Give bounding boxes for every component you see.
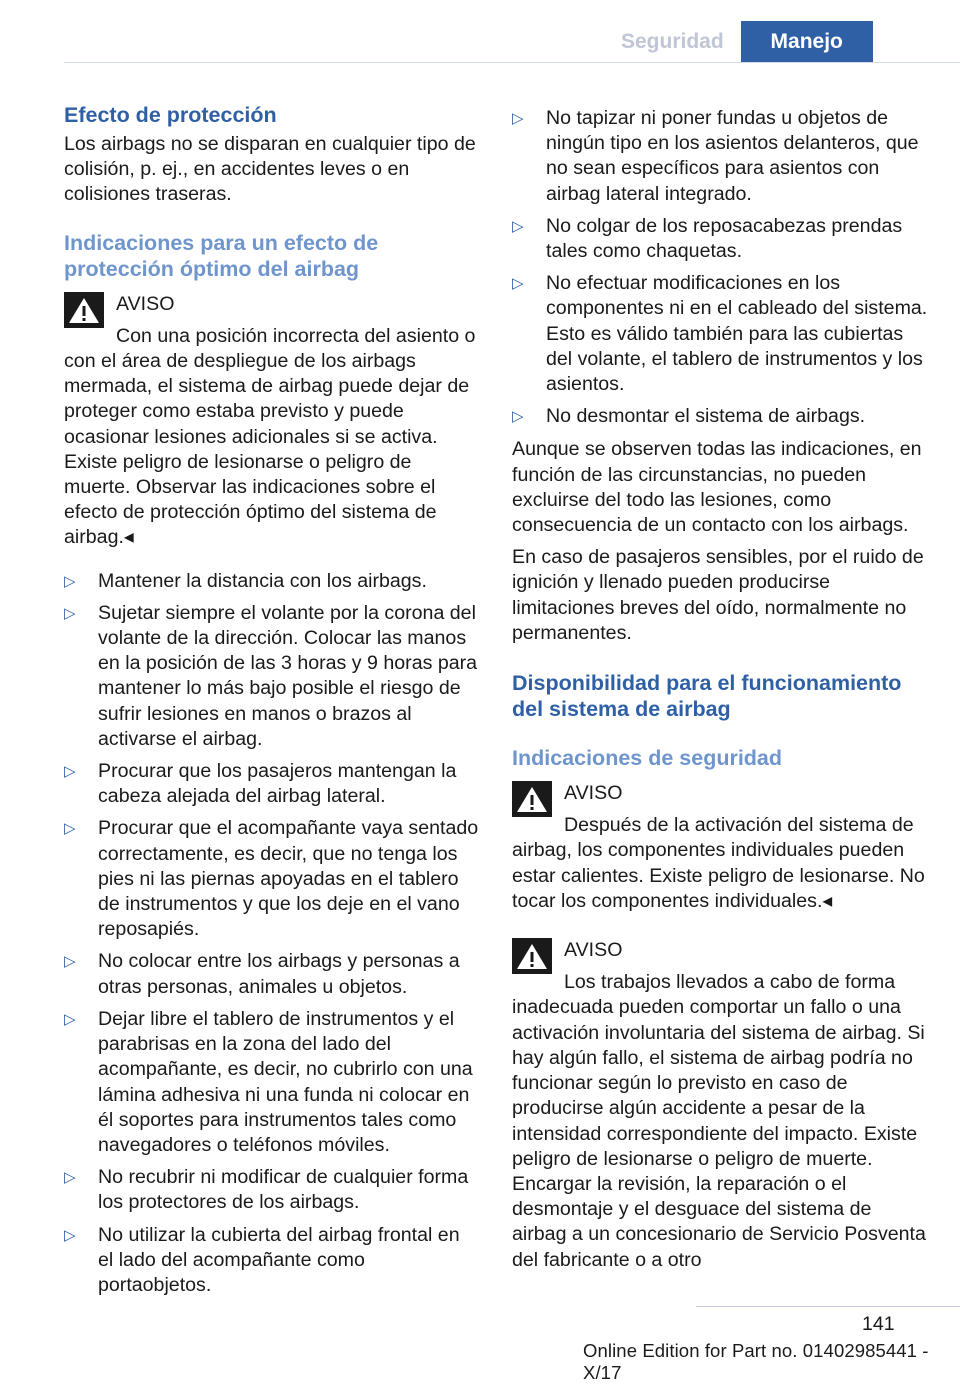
list-item [512, 404, 930, 429]
warning-icon [64, 292, 104, 328]
list-item [64, 1165, 480, 1215]
list-item-text: Dejar libre el tablero de instrumentos y el parabrisas en la zona del lado del acompañante, es decir, no cubrirlo con una lámina adhesiva ni una funda ni colocar en él soportes para instrumentos tales como navegadores o teléfonos móviles. [98, 1007, 473, 1156]
bullet-triangle-icon: ▷ [512, 408, 524, 426]
bullet-triangle-icon: ▷ [64, 604, 76, 622]
list-item-text: No efectuar modificaciones en los componentes ni en el cableado del sistema. Esto es válido también para las cubiertas del volante, el tablero de instrumentos y los asientos. [546, 272, 928, 396]
edition-text: Online Edition for Part no. 01402985441 - X/17 [583, 1340, 929, 1383]
warning-text: inadecuada pueden comportar un fallo o una activación involuntaria del sistema de airbag. Si hay algún fallo, el sistema de airbag podría no funcionar según lo previsto en caso de producirse algún accidente a pesar de la intensidad correspondiente del impacto. Existe peligro de lesionarse o peligro de muerte. Encargar la revisión, la reparación o el desmontaje y el desguace del sistema de airbag a un concesionario de Servicio Posventa del fabricante o a otro [512, 996, 926, 1271]
warning-icon [512, 781, 552, 817]
list-item [512, 106, 930, 207]
header-divider [64, 62, 960, 63]
list-item [64, 949, 480, 999]
bullet-triangle-icon: ▷ [64, 953, 76, 971]
footer-divider [696, 1306, 960, 1307]
bullet-list-right [512, 106, 930, 429]
warning-icon [512, 938, 552, 974]
list-item [64, 601, 480, 752]
bullet-triangle-icon: ▷ [64, 1226, 76, 1244]
warning-title: AVISO [564, 939, 623, 962]
list-item-text: Procurar que el acompañante vaya sentado correctamente, es decir, que no tenga los pies ni las piernas apoyadas en el tablero de instrumentos y que los deje en el vano reposapiés. [98, 817, 479, 941]
tab-seguridad[interactable]: Seguridad [604, 21, 741, 63]
warning-text: con el área de despliegue de los airbags mermada, el sistema de airbag puede dejar de proteger como estaba previsto y puede ocasionar lesiones adicionales si se activa. Existe peligro de lesionarse o peligro de muerte. Observar las indicaciones sobre el efecto de protección óptimo del sistema de airbag.◂ [64, 350, 470, 549]
warning-title: AVISO [116, 292, 175, 315]
bullet-triangle-icon: ▷ [64, 763, 76, 781]
warning-text-first-line: Después de la activación del sistema de [564, 814, 914, 837]
list-item [64, 759, 480, 809]
heading-indicaciones [64, 230, 480, 282]
warning-text: airbag, los componentes individuales pueden estar calientes. Existe peligro de lesionarse. No tocar los componentes individuales.◂ [512, 839, 925, 912]
page-number: 141 [862, 1313, 895, 1335]
list-item-text: No colgar de los reposacabezas prendas tales como chaquetas. [546, 214, 903, 263]
bullet-triangle-icon: ▷ [64, 572, 76, 590]
tab-manejo[interactable]: Manejo [741, 21, 873, 63]
heading-seguridad: Indicaciones de seguridad [512, 746, 783, 771]
bullet-triangle-icon: ▷ [512, 275, 524, 293]
paragraph-pasajeros: En caso de pasajeros sensibles, por el ruido de ignición y llenado pueden producirse limitaciones breves del oído, normalmente no permanentes. [512, 546, 924, 644]
warning-block-2 [512, 781, 930, 914]
warning-text-first-line: Los trabajos llevados a cabo de forma [564, 971, 896, 994]
right-column [512, 100, 930, 1273]
bullet-triangle-icon: ▷ [64, 820, 76, 838]
list-item [512, 214, 930, 264]
heading-indicaciones-line2: protección óptimo del airbag [64, 256, 360, 281]
bullet-triangle-icon: ▷ [64, 1169, 76, 1187]
list-item-text: Sujetar siempre el volante por la corona del volante de la dirección. Colocar las manos en la posición de las 3 horas y 9 horas para mantener lo más bajo posible el riesgo de sufrir lesiones en manos o brazos al activarse el airbag. [98, 601, 478, 750]
bullet-triangle-icon: ▷ [512, 217, 524, 235]
list-item-text: No colocar entre los airbags y personas a otras personas, animales u objetos. [98, 950, 460, 998]
list-item-text: No tapizar ni poner fundas u objetos de ningún tipo en los asientos delanteros, que no sean específicos para asientos con airbag lateral integrado. [546, 107, 919, 205]
heading-efecto: Efecto de protección [64, 103, 277, 127]
list-item [64, 569, 480, 594]
list-item-text: No desmontar el sistema de airbags. [546, 405, 866, 428]
list-item [64, 816, 480, 942]
bullet-triangle-icon: ▷ [64, 1010, 76, 1028]
warning-block-3 [512, 938, 930, 1273]
section-tabs [604, 21, 873, 63]
warning-title: AVISO [564, 782, 623, 805]
list-item [64, 1223, 480, 1299]
list-item-text: Mantener la distancia con los airbags. [98, 569, 427, 592]
list-item-text: No recubrir ni modificar de cualquier forma los protectores de los airbags. [98, 1166, 469, 1214]
paragraph-aunque: Aunque se observen todas las indicaciones, en función de las circunstancias, no pueden excluirse del todo las lesiones, como consecuencia de un contacto con los airbags. [512, 438, 922, 537]
paragraph-efecto: Los airbags no se disparan en cualquier tipo de colisión, p. ej., en accidentes leves o en colisiones traseras. [64, 133, 476, 206]
list-item-text: Procurar que los pasajeros mantengan la cabeza alejada del airbag lateral. [98, 760, 457, 808]
list-item-text: No utilizar la cubierta del airbag frontal en el lado del acompañante como portaobjetos. [98, 1223, 460, 1296]
warning-text-first-line: Con una posición incorrecta del asiento o [116, 324, 476, 347]
list-item [64, 1007, 480, 1158]
list-item [512, 271, 930, 397]
bullet-triangle-icon: ▷ [512, 110, 524, 127]
left-column [64, 100, 480, 1305]
heading-disponibilidad: Disponibilidad para el funcionamiento del sistema de airbag [512, 671, 902, 722]
bullet-list-left [64, 569, 480, 1298]
warning-block-1 [64, 292, 480, 551]
heading-indicaciones-line1: Indicaciones para un efecto de [64, 230, 379, 255]
